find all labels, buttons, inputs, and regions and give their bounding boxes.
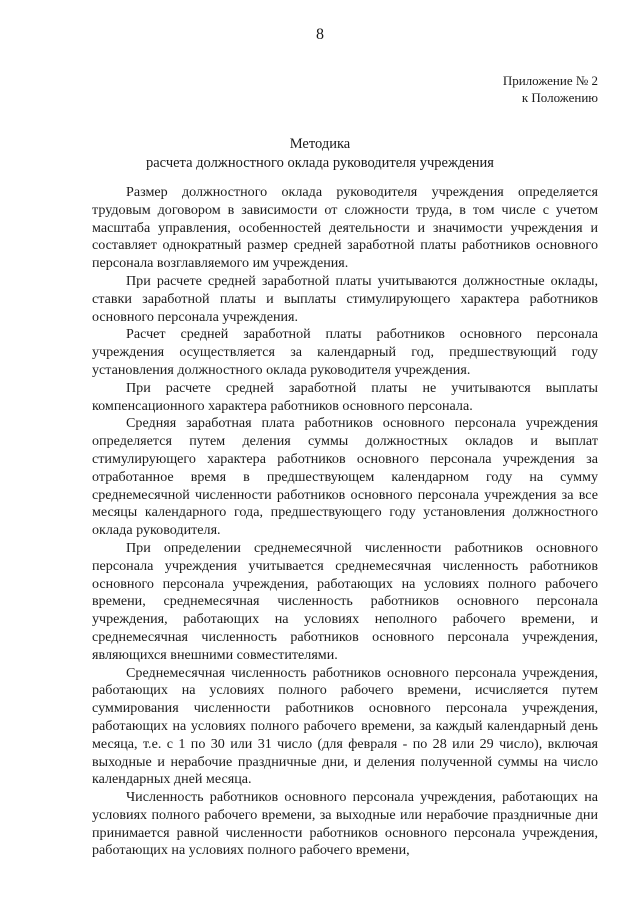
paragraph: Расчет средней заработной платы работников основного персонала учреждения осуществляется за календарный год, предшествующий году установления должностного оклада руководителя учреждения. xyxy=(92,326,598,378)
paragraph: При определении среднемесячной численности работников основного персонала учреждения учитывается среднемесячная численность работников основного персонала учреждения, работающих на условиях полного рабочего времени, среднемесячная численность работников основного персонала учреждения, работающих на условиях неполного рабочего времени, и среднемесячная численность работников основного персонала учреждения, являющихся внешними совместителями. xyxy=(92,539,598,663)
document-body xyxy=(92,184,598,860)
paragraph: Численность работников основного персонала учреждения, работающих на условиях полного рабочего времени, за выходные или нерабочие праздничные дни принимается равной численности работников основного персонала учреждения, работающих на условиях полного рабочего времени, xyxy=(92,789,598,859)
paragraph: Средняя заработная плата работников основного персонала учреждения определяется путем деления суммы должностных окладов и выплат стимулирующего характера работников основного персонала учреждения за отработанное время в предшествующем календарном году на сумму среднемесячной численности работников основного персонала учреждения за все месяцы календарного года, предшествующего году установления должностного оклада руководителя. xyxy=(92,415,598,539)
page-number: 8 xyxy=(316,26,324,43)
paragraph: Среднемесячная численность работников основного персонала учреждения, работающих на условиях полного рабочего времени, исчисляется путем суммирования численности работников основного персонала учреждения, работающих на условиях полного рабочего времени, за каждый календарный день месяца, т.е. с 1 по 30 или 31 число (для февраля - по 28 или 29 число), включая выходные и нерабочие праздничные дни, и деления полученной суммы на число календарных дней месяца. xyxy=(92,664,598,788)
appendix-line-1: Приложение № 2 xyxy=(502,73,598,88)
appendix-header xyxy=(503,72,598,106)
document-title xyxy=(0,135,640,173)
paragraph: При расчете средней заработной платы не учитываются выплаты компенсационного характера работников основного персонала. xyxy=(92,379,598,414)
title-line-1: Методика xyxy=(289,136,351,152)
title-line-2: расчета должностного оклада руководителя учреждения xyxy=(146,155,494,171)
paragraph: Размер должностного оклада руководителя учреждения определяется трудовым договором в зависимости от сложности труда, в том числе с учетом масштаба управления, особенностей деятельности и значимости учреждения и составляет однократный размер средней заработной платы работников основного персонала возглавляемого им учреждения. xyxy=(92,184,598,272)
paragraph: При расчете средней заработной платы учитываются должностные оклады, ставки заработной платы и выплаты стимулирующего характера работников основного персонала учреждения. xyxy=(92,272,598,325)
appendix-line-2: к Положению xyxy=(521,90,598,105)
